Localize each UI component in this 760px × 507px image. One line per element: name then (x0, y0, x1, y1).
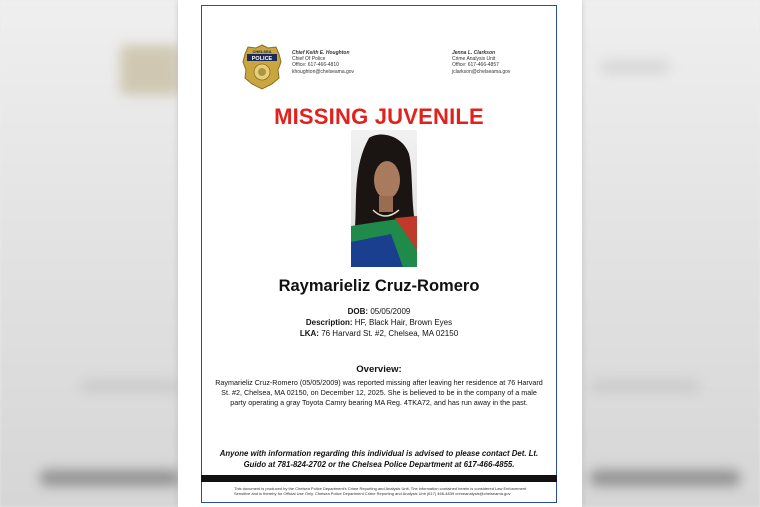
dob-value: 05/05/2009 (370, 307, 411, 316)
missing-person-photo (351, 130, 417, 267)
blurred-footer-shape (590, 470, 740, 486)
description-line (201, 318, 557, 327)
badge-banner-text: POLICE (251, 55, 273, 62)
description-value: HF, Black Hair, Brown Eyes (354, 318, 453, 327)
police-badge-icon (242, 44, 282, 90)
analyst-name: Jenna L. Clarkson (452, 50, 496, 56)
chief-role: Chief Of Police (292, 56, 326, 63)
blurred-text-shape (590, 380, 700, 392)
dob-line (201, 307, 557, 316)
lka-label: LKA: (299, 329, 319, 338)
footer-disclaimer: This document is produced by the Chelsea Police Department's Crime Reporting and Analysis Unit. The information contained herein is considered Law Enforcement Sensitive and is thereby for Official Use Only. Chelsea Police Department Crime Reporting and Analysis Unit (617) 466-4839 crimeanalysis@chelseama.gov (234, 486, 527, 496)
chief-office: Office: 617-466-4810 (292, 62, 339, 69)
chief-name: Chief Keith E. Houghton (292, 50, 350, 56)
overview-heading: Overview: (356, 364, 402, 375)
description-label: Description: (305, 318, 353, 327)
person-name: Raymarieliz Cruz-Romero (278, 277, 480, 295)
dob-label: DOB: (347, 307, 369, 316)
contact-notice: Anyone with information regarding this individual is advised to please contact Det. Lt. Guido at 781-824-2702 or the Chelsea Police Department at 617-466-4855. (219, 449, 539, 469)
analyst-office: Office: 617-466-4857 (452, 62, 499, 69)
blurred-background-right (582, 0, 760, 507)
blurred-text-shape (600, 60, 670, 74)
lka-line (201, 329, 557, 338)
analyst-role: Crime Analysis Unit (452, 56, 496, 63)
analyst-contact-block (452, 50, 552, 75)
badge-top-text: CHELSEA (252, 49, 272, 54)
overview-text: Raymarieliz Cruz-Romero (05/05/2009) was reported missing after leaving her residence at 76 Harvard St. #2, Chelsea, MA 02150, on December 12, 2025. She is believed to be in the company of a male party operating a gray Toyota Camry bearing MA Reg. 4TKA72, and has run away in the past. (215, 378, 543, 408)
blurred-text-shape (80, 380, 180, 392)
lka-value: 76 Harvard St. #2, Chelsea, MA 02150 (321, 329, 459, 338)
chief-contact-block (292, 50, 412, 75)
analyst-email: jclarkson@chelseama.gov (452, 68, 511, 75)
flyer-title: MISSING JUVENILE (274, 104, 484, 129)
blurred-footer-shape (40, 470, 180, 486)
blurred-badge-shape (120, 45, 180, 95)
chief-email: khoughton@chelseama.gov (292, 68, 355, 75)
footer-bar (201, 475, 557, 482)
